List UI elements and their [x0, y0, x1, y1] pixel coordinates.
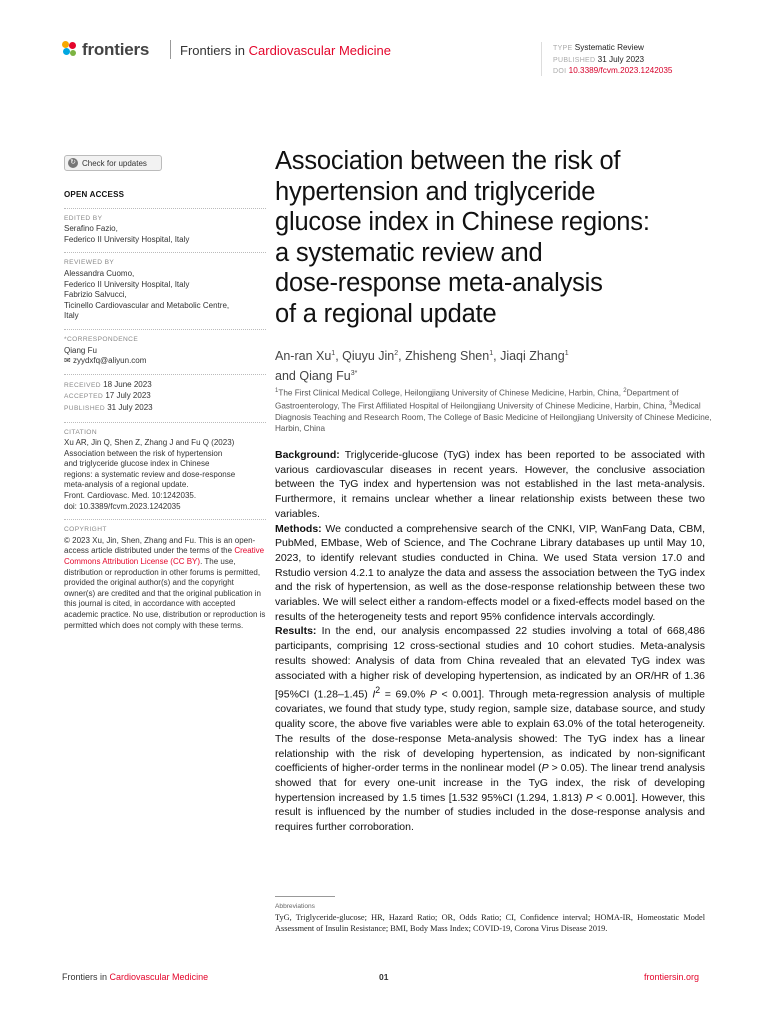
published-label: PUBLISHED [553, 56, 596, 64]
open-access-label: OPEN ACCESS [64, 190, 125, 199]
copyright-part: © 2023 Xu, Jin, Shen, Zhang and Fu. This is an open-access article distributed under the terms of the [64, 535, 256, 556]
citation-line: Front. Cardiovasc. Med. 10:1242035. [64, 491, 197, 501]
header-divider [170, 40, 171, 59]
divider [64, 374, 266, 375]
citation-line: Association between the risk of hypertension [64, 448, 223, 458]
envelope-icon: ✉ [64, 356, 71, 366]
journal-title[interactable] [180, 43, 391, 58]
divider [64, 208, 266, 209]
check-updates-label: Check for updates [82, 158, 147, 168]
reviewer-line: Fabrizio Salvucci, [64, 290, 127, 300]
type-label: TYPE [553, 45, 573, 52]
received-label: RECEIVED [64, 381, 101, 389]
abbreviations-label: Abbreviations [275, 903, 315, 910]
citation-section [64, 428, 266, 513]
frontiers-logo-icon [62, 41, 78, 59]
edited-by-label: EDITED BY [64, 214, 103, 222]
abstract [275, 448, 705, 835]
copyright-label: COPYRIGHT [64, 526, 107, 534]
divider [64, 519, 266, 520]
correspondence-label: *CORRESPONDENCE [64, 335, 139, 343]
title-line: dose-response meta-analysis [275, 269, 603, 297]
author[interactable]: Jiaqi Zhang$^1$ [500, 349, 569, 364]
divider [64, 422, 266, 423]
title-line: of a regional update [275, 299, 497, 328]
reviewed-by-label: REVIEWED BY [64, 259, 115, 267]
doi-link[interactable]: 10.3389/fcvm.2023.1242035 [568, 66, 673, 75]
title-line: Association between the risk of [275, 147, 621, 175]
refresh-icon: ↻ [68, 158, 78, 168]
divider [64, 252, 266, 253]
published-date: 31 July 2023 [107, 402, 153, 412]
citation-line: meta-analysis of a regional update. [64, 480, 189, 490]
correspondence-section [64, 335, 266, 367]
copyright-part: . The use, distribution or reproduction in other forums is permitted, provided the original author(s) and the copyright owner(s) are credited and that the original publication in this journal is cited, in accordance with accepted academic practice. No use, distribution or reproduction is permitted which does not comply with these terms. [64, 557, 266, 630]
abbreviations-text: TyG, Triglyceride-glucose; HR, Hazard Ratio; OR, Odds Ratio; CI, Confidence interval; HOMA-IR, Homeostatic Model Assessment of Insulin Resistance; BMI, Body Mass Index; COVID-19, Corona Virus Disease 2019. [275, 913, 705, 934]
abstract-methods: Methods: We conducted a comprehensive search of the CNKI, VIP, WanFang Data, CBM, PubMed, EMbase, Web of Science, and The Cochrane Library databases up until May 10, 2023, to identify relevant studies conducted in China. We used Stata version 17.0 and Rstudio version 4.2.1 to analyze the data and assess the association between the TyG index and the risk of hypertension, as well as the dose-response relationship between these two variables. We will select either a random-effects model or a fixed-effects model based on the results of the heterogeneity tests and report 95% confidence intervals accordingly. [275, 522, 705, 623]
cc-license-link[interactable]: Creative Commons Attribution License (CC BY) [64, 546, 265, 567]
reviewer-line: Federico II University Hospital, Italy [64, 279, 190, 289]
dates-section [64, 380, 266, 415]
title-line: hypertension and triglyceride [275, 177, 596, 206]
affiliation: Medical Diagnosis Teaching and Research Room, The College of Basic Medicine of Heilongjiang University of Chinese Medicine, Harbin, China [275, 402, 712, 433]
citation-line: and triglyceride glucose index in Chinese [64, 459, 210, 469]
article-title [275, 146, 715, 329]
page-number: 01 [379, 972, 389, 982]
copyright-text [64, 536, 266, 631]
citation-line: Xu AR, Jin Q, Shen Z, Zhang J and Fu Q (2023) [64, 438, 235, 448]
author-list: An-ran Xu$^1$, Qiuyu Jin$^2$, Zhisheng Shen$^1$, Jiaqi Zhang$^1$ and Qiang $Fu^{3*}$ [275, 349, 569, 384]
site-link[interactable]: frontiersin.org [644, 972, 700, 982]
citation-label: CITATION [64, 428, 97, 436]
journal-name: Cardiovascular Medicine [248, 43, 391, 58]
meta-divider [541, 42, 542, 76]
frontiers-logo[interactable] [62, 40, 149, 60]
corr-email-row[interactable] [64, 356, 266, 367]
divider [64, 329, 266, 330]
author[interactable]: Qiuyu Jin$^2$ [342, 349, 399, 364]
footer-journal[interactable] [62, 972, 208, 982]
title-line: a systematic review and [275, 238, 543, 267]
copyright-section [64, 525, 266, 631]
author[interactable]: Zhisheng Shen$^1$ [405, 349, 494, 364]
abstract-results: Results: In the end, our analysis encompassed 22 studies involving a total of 668,486 participants, comprising 12 cross-sectional studies and 10 cohort studies. Meta-analysis results showed: Analysis of data from China revealed that an elevated TyG index was associated with a higher risk of developing hypertension, as indicated by an OR/HR of 1.36 [95%CI (1.28–1.45) $I^2 = 69.0\%$ P < 0.001]. Through meta-regression analysis of multiple covariates, we found that study type, study region, sample size, database source, and study quality score, the above five variables were able to explain 63.0% of the total heterogeneity. The results of the dose-response Meta-analysis showed: The TyG index has a linear relationship with the risk of developing hypertension, as indicated by non-significant coefficients of higher-order terms in the nonlinear model (P > 0.05). The linear trend analysis showed that for every one-unit increase in the TyG index, the risk of developing hypertension increased by 1.5 times [1.532 95%CI (1.294, 1.813) P < 0.001]. However, this result is influenced by the number of studies included in the dose-response analysis and requires further corroboration. [275, 625, 705, 834]
article-meta [553, 43, 672, 78]
abstract-background: Background: Triglyceride-glucose (TyG) index has been reported to be associated with various cardiovascular diseases in recent years. However, the conclusive association between the TyG index and hypertension was not established in the last meta-analysis. Furthermore, it remains unclear whether a linear relationship exists between these two variables. [275, 449, 705, 520]
editor-line: Federico II University Hospital, Italy [64, 234, 190, 244]
footer-journal-prefix: Frontiers in [62, 972, 108, 982]
reviewer-line: Ticinello Cardiovascular and Metabolic Centre, [64, 300, 230, 310]
abbreviations [275, 901, 705, 935]
edited-by-section [64, 214, 266, 246]
reviewer-line: Italy [64, 311, 79, 321]
reviewed-by-section [64, 258, 266, 322]
footnote-rule [275, 896, 335, 897]
brand-name: frontiers [82, 40, 150, 59]
citation-line: regions: a systematic review and dose-response [64, 469, 236, 479]
accepted-label: ACCEPTED [64, 393, 104, 401]
affiliation: Department of Gastroenterology, The First Affiliated Hospital of Heilongjiang University of Chinese Medicine, Harbin, China, [275, 388, 679, 412]
journal-prefix: Frontiers in [180, 43, 246, 58]
title-line: glucose index in Chinese regions: [275, 208, 650, 236]
footer-journal-name: Cardiovascular Medicine [109, 972, 209, 982]
author[interactable]: Qiang $Fu^{3*}$ [299, 369, 358, 384]
corr-name: Qiang Fu [64, 345, 97, 355]
published-value: 31 July 2023 [597, 54, 645, 64]
received-date: 18 June 2023 [103, 379, 152, 389]
accepted-date: 17 July 2023 [105, 391, 151, 401]
corr-email[interactable]: zyydxfq@aliyun.com [72, 356, 147, 366]
editor-line: Serafino Fazio, [64, 224, 118, 234]
reviewer-line: Alessandra Cuomo, [64, 268, 135, 278]
affiliations: $^1$The First Clinical Medical College, Heilongjiang University of Chinese Medicine, Harbin, China, $^2$Department of Gastroenterology, The First Affiliated Hospital of Heilongjiang University of Chinese Medicine, Harbin, China, $^3$Medical Diagnosis Teaching and Research Room, The College of Basic Medicine of Heilongjiang University of Chinese Medicine, Harbin, China [275, 388, 712, 433]
check-for-updates-button[interactable] [64, 155, 162, 171]
affiliation: The First Clinical Medical College, Heilongjiang University of Chinese Medicine, Harbin, China, [278, 388, 624, 398]
doi-label: DOI [553, 68, 567, 75]
type-value: Systematic Review [574, 43, 644, 52]
sidebar [64, 190, 266, 638]
author[interactable]: An-ran Xu$^1$ [275, 349, 336, 364]
published-label: PUBLISHED [64, 404, 105, 412]
citation-doi[interactable]: doi: 10.3389/fcvm.2023.1242035 [64, 501, 181, 511]
